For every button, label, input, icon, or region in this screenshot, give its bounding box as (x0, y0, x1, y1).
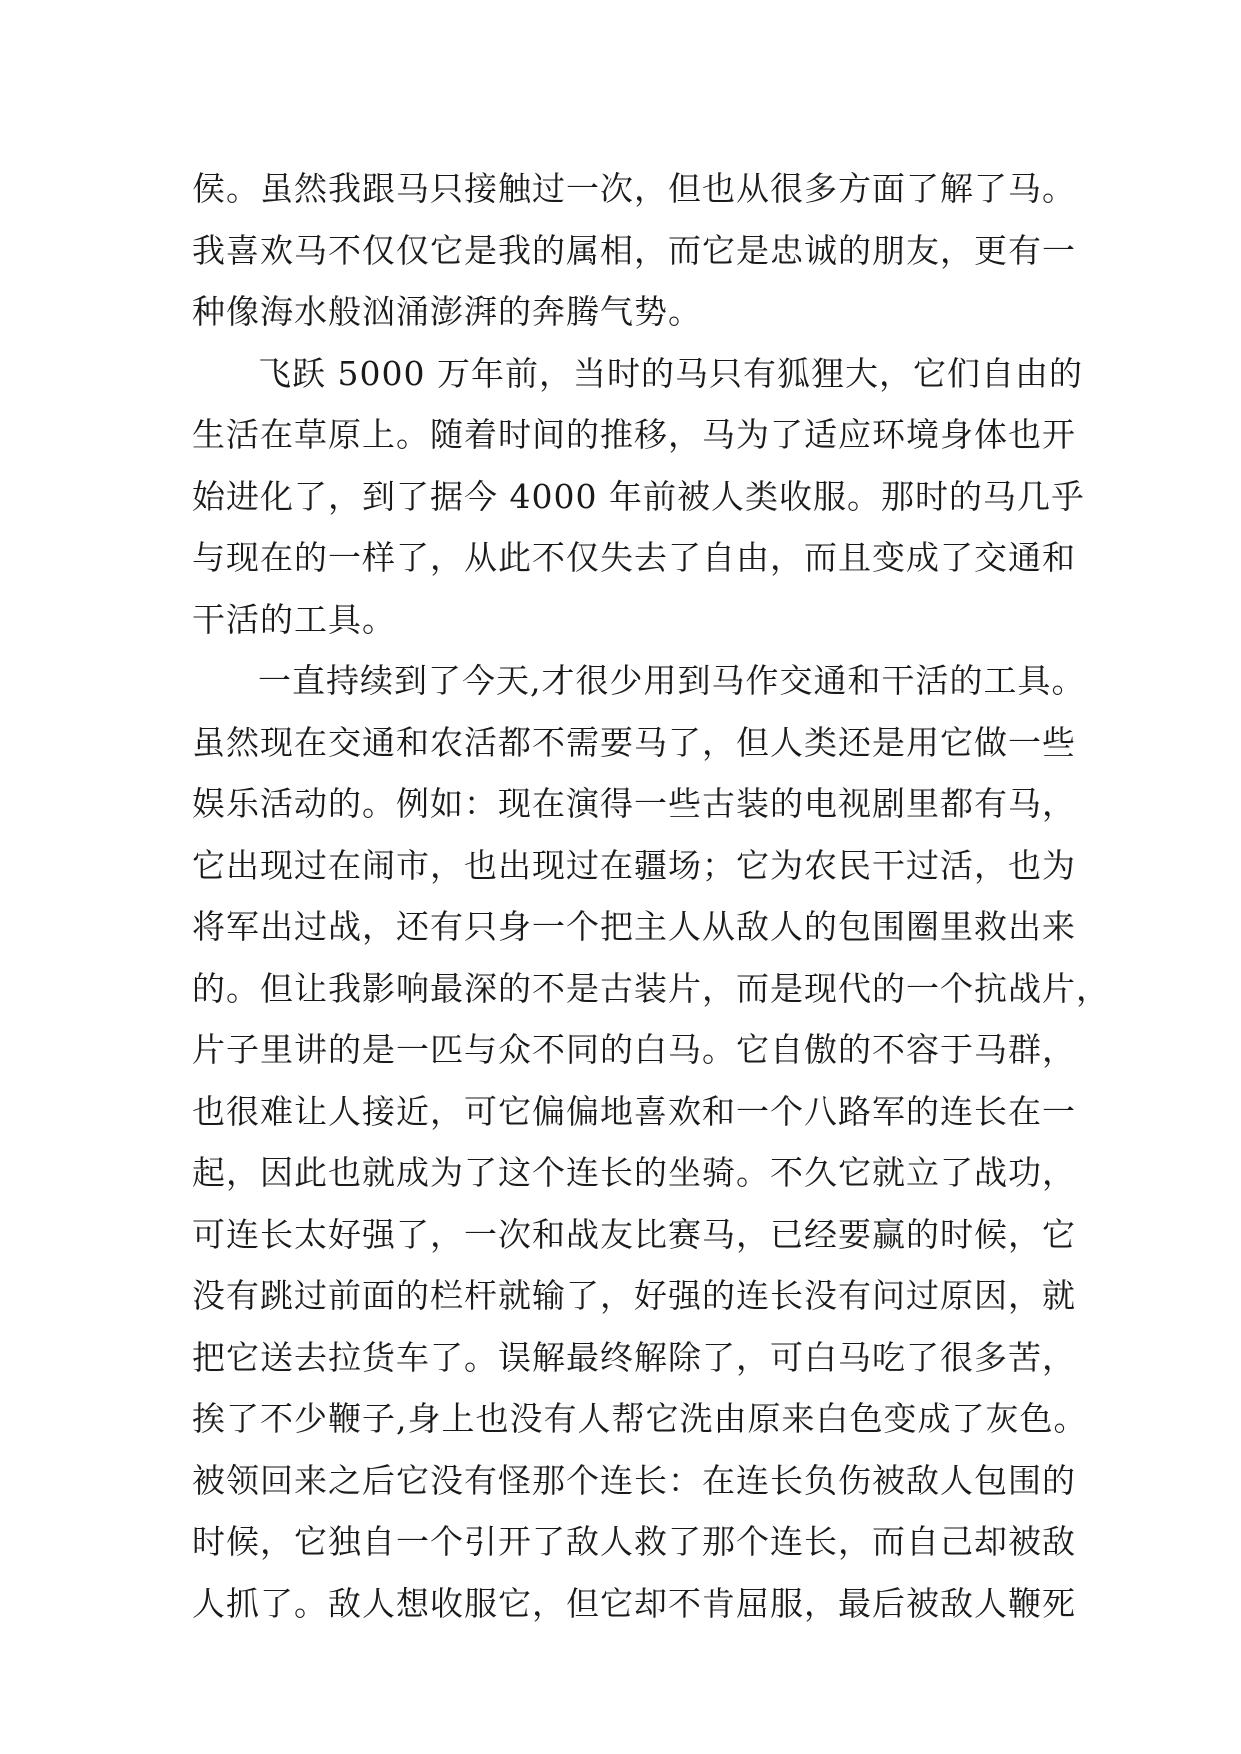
text-line: 娱乐活动的。例如：现在演得一些古装的电视剧里都有马， (192, 784, 1076, 823)
text-line: 种像海水般汹涌澎湃的奔腾气势。 (192, 292, 702, 331)
text-line: 也很难让人接近，可它偏偏地喜欢和一个八路军的连长在一 (192, 1091, 1076, 1131)
text-line: 挨了不少鞭子,身上也没有人帮它洗由原来白色变成了灰色。 (192, 1399, 1088, 1438)
text-line: 侯。虽然我跟马只接触过一次，但也从很多方面了解了马。 (192, 169, 1076, 208)
text-line: 人抓了。敌人想收服它，但它却不肯屈服，最后被敌人鞭死 (192, 1583, 1076, 1623)
body-text (192, 158, 1110, 1634)
text-line: 始进化了，到了据今 4000 年前被人类收服。那时的马几乎 (192, 476, 1085, 516)
text-line: 将军出过战，还有只身一个把主人从敌人的包围圈里救出来 (192, 907, 1076, 946)
text-line: 虽然现在交通和农活都不需要马了，但人类还是用它做一些 (192, 722, 1076, 762)
text-line: 片子里讲的是一匹与众不同的白马。它自傲的不容于马群， (192, 1030, 1076, 1069)
text-line: 它出现过在闹市，也出现过在疆场；它为农民干过活，也为 (192, 845, 1076, 885)
text-line: 没有跳过前面的栏杆就输了，好强的连长没有问过原因，就 (192, 1276, 1076, 1315)
text-line: 时候，它独自一个引开了敌人救了那个连长，而自己却被敌 (192, 1522, 1076, 1561)
text-line: 与现在的一样了，从此不仅失去了自由，而且变成了交通和 (192, 538, 1076, 577)
text-line: 我喜欢马不仅仅它是我的属相，而它是忠诚的朋友，更有一 (192, 230, 1076, 270)
text-line: 干活的工具。 (192, 599, 396, 639)
text-line: 一直持续到了今天,才很少用到马作交通和干活的工具。 (258, 661, 1086, 700)
text-line: 把它送去拉货车了。误解最终解除了，可白马吃了很多苦， (192, 1337, 1076, 1377)
text-line: 飞跃 5000 万年前，当时的马只有狐狸大，它们自由的 (258, 353, 1083, 393)
text-line: 起，因此也就成为了这个连长的坐骑。不久它就立了战功， (192, 1153, 1076, 1192)
text-line: 生活在草原上。随着时间的推移，马为了适应环境身体也开 (192, 415, 1076, 454)
text-line: 可连长太好强了，一次和战友比赛马，已经要赢的时候，它 (192, 1214, 1076, 1254)
text-line: 被领回来之后它没有怪那个连长：在连长负伤被敌人包围的 (192, 1460, 1076, 1500)
text-line: 的。但让我影响最深的不是古装片，而是现代的一个抗战片， (192, 968, 1110, 1008)
